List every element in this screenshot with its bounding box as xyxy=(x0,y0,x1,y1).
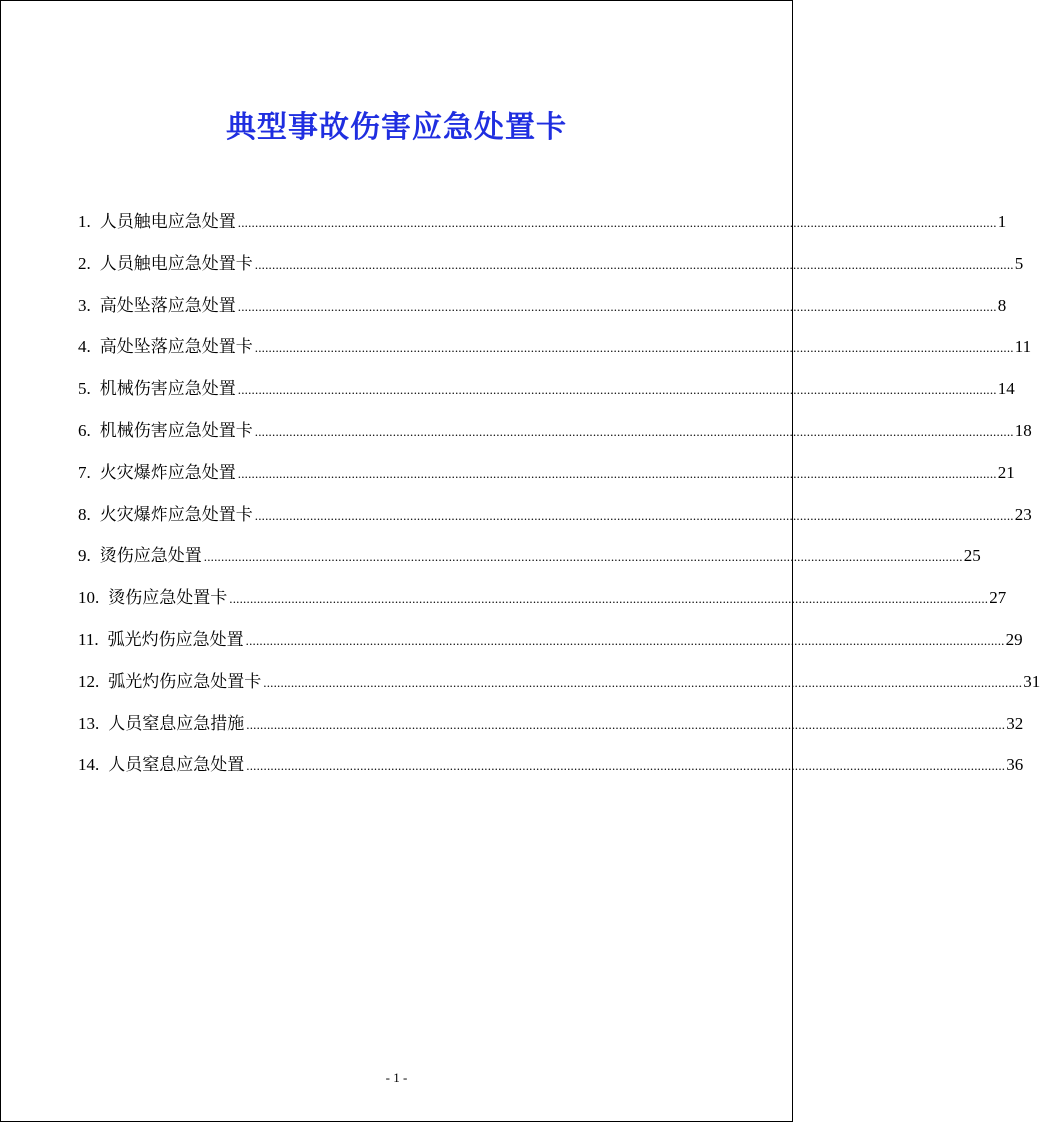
toc-dot-leader: ............................................................................................................................................................................................................................ xyxy=(254,423,1014,439)
toc-entry-number: 1. xyxy=(78,212,91,231)
toc-dot-leader: ............................................................................................................................................................................................................................ xyxy=(237,465,997,481)
toc-entry[interactable] xyxy=(78,285,1007,327)
toc-entry-page: 27 xyxy=(989,588,1007,608)
toc-entry-page: 32 xyxy=(1006,713,1024,733)
toc-entry[interactable] xyxy=(78,243,1024,285)
toc-entry[interactable] xyxy=(78,494,1032,536)
toc-dot-leader: ............................................................................................................................................................................................................................ xyxy=(237,382,997,398)
toc-entry-page: 31 xyxy=(1023,671,1040,691)
toc-entry-title: 弧光灼伤应急处置卡 xyxy=(108,671,262,692)
toc-entry-number: 7. xyxy=(78,462,91,482)
toc-dot-leader: ............................................................................................................................................................................................................................ xyxy=(254,340,1014,356)
toc-dot-leader: ............................................................................................................................................................................................................................ xyxy=(263,674,1023,690)
toc-entry-number: 14. xyxy=(78,755,100,775)
toc-dot-leader: ............................................................................................................................................................................................................................ xyxy=(237,215,997,230)
toc-entry-page: 23 xyxy=(1014,504,1032,524)
toc-entry[interactable] xyxy=(78,577,1007,619)
toc-dot-leader: ............................................................................................................................................................................................................................ xyxy=(203,549,963,565)
toc-entry-title: 高处坠落应急处置卡 xyxy=(99,337,253,358)
toc-entry-number: 6. xyxy=(78,420,91,440)
toc-entry[interactable] xyxy=(78,452,1015,494)
toc-entry-title: 人员触电应急处置卡 xyxy=(99,253,253,274)
toc-entry-title: 人员触电应急处置 xyxy=(99,212,236,232)
toc-entry-title: 火灾爆炸应急处置卡 xyxy=(99,504,253,525)
toc-dot-leader: ............................................................................................................................................................................................................................ xyxy=(245,632,1005,648)
toc-entry-number: 10. xyxy=(78,588,100,608)
toc-entry-number: 3. xyxy=(78,295,91,315)
toc-entry-number: 12. xyxy=(78,671,100,691)
toc-entry-title: 高处坠落应急处置 xyxy=(99,295,236,316)
toc-entry-page: 36 xyxy=(1006,755,1024,775)
toc-entry-number: 9. xyxy=(78,546,91,566)
toc-dot-leader: ............................................................................................................................................................................................................................ xyxy=(246,716,1006,732)
toc-entry-page: 18 xyxy=(1014,420,1032,440)
toc-entry[interactable] xyxy=(78,410,1032,452)
toc-entry[interactable] xyxy=(78,535,981,577)
toc-entry-number: 11. xyxy=(78,629,99,649)
toc-entry-page: 14 xyxy=(997,379,1015,399)
toc-entry-number: 5. xyxy=(78,379,91,399)
toc-entry-title: 烫伤应急处置卡 xyxy=(108,588,228,609)
page-number-footer: - 1 - xyxy=(385,1070,408,1085)
document-title: 典型事故伤害应急处置卡 xyxy=(226,110,567,145)
toc-dot-leader: ............................................................................................................................................................................................................................ xyxy=(254,256,1014,272)
toc-entry[interactable] xyxy=(78,661,1040,703)
toc-entry-title: 人员窒息应急措施 xyxy=(108,713,245,734)
toc-entry[interactable] xyxy=(78,703,1024,745)
toc-entry-title: 人员窒息应急处置 xyxy=(108,755,245,776)
toc-entry-number: 4. xyxy=(78,337,91,357)
toc-entry-page: 29 xyxy=(1005,629,1023,649)
toc-entry-title: 机械伤害应急处置卡 xyxy=(99,420,253,441)
toc-entry[interactable] xyxy=(78,201,1007,243)
toc-entry-title: 烫伤应急处置 xyxy=(99,546,202,567)
toc-entry-page: 25 xyxy=(963,546,981,566)
toc-dot-leader: ............................................................................................................................................................................................................................ xyxy=(246,758,1006,774)
toc-entry-page: 8 xyxy=(997,295,1007,315)
toc-entry-number: 13. xyxy=(78,713,100,733)
toc-dot-leader: ............................................................................................................................................................................................................................ xyxy=(237,298,997,314)
toc-entry[interactable] xyxy=(78,744,1024,786)
toc-entry-number: 2. xyxy=(78,253,91,273)
toc-entry-title: 弧光灼伤应急处置 xyxy=(107,629,244,650)
toc-entry-page: 11 xyxy=(1014,337,1032,357)
toc-entry-title: 火灾爆炸应急处置 xyxy=(99,462,236,483)
toc-entry[interactable] xyxy=(78,326,1032,368)
toc-entry[interactable] xyxy=(78,368,1015,410)
toc-dot-leader: ............................................................................................................................................................................................................................ xyxy=(229,591,989,607)
toc-dot-leader: ............................................................................................................................................................................................................................ xyxy=(254,507,1014,523)
toc-entry-page: 21 xyxy=(997,462,1015,482)
toc-entry[interactable] xyxy=(78,619,1023,661)
toc-entry-page: 1 xyxy=(997,212,1007,231)
toc-entry-title: 机械伤害应急处置 xyxy=(99,379,236,400)
table-of-contents xyxy=(78,201,1040,786)
toc-entry-page: 5 xyxy=(1014,253,1024,273)
toc-entry-number: 8. xyxy=(78,504,91,524)
